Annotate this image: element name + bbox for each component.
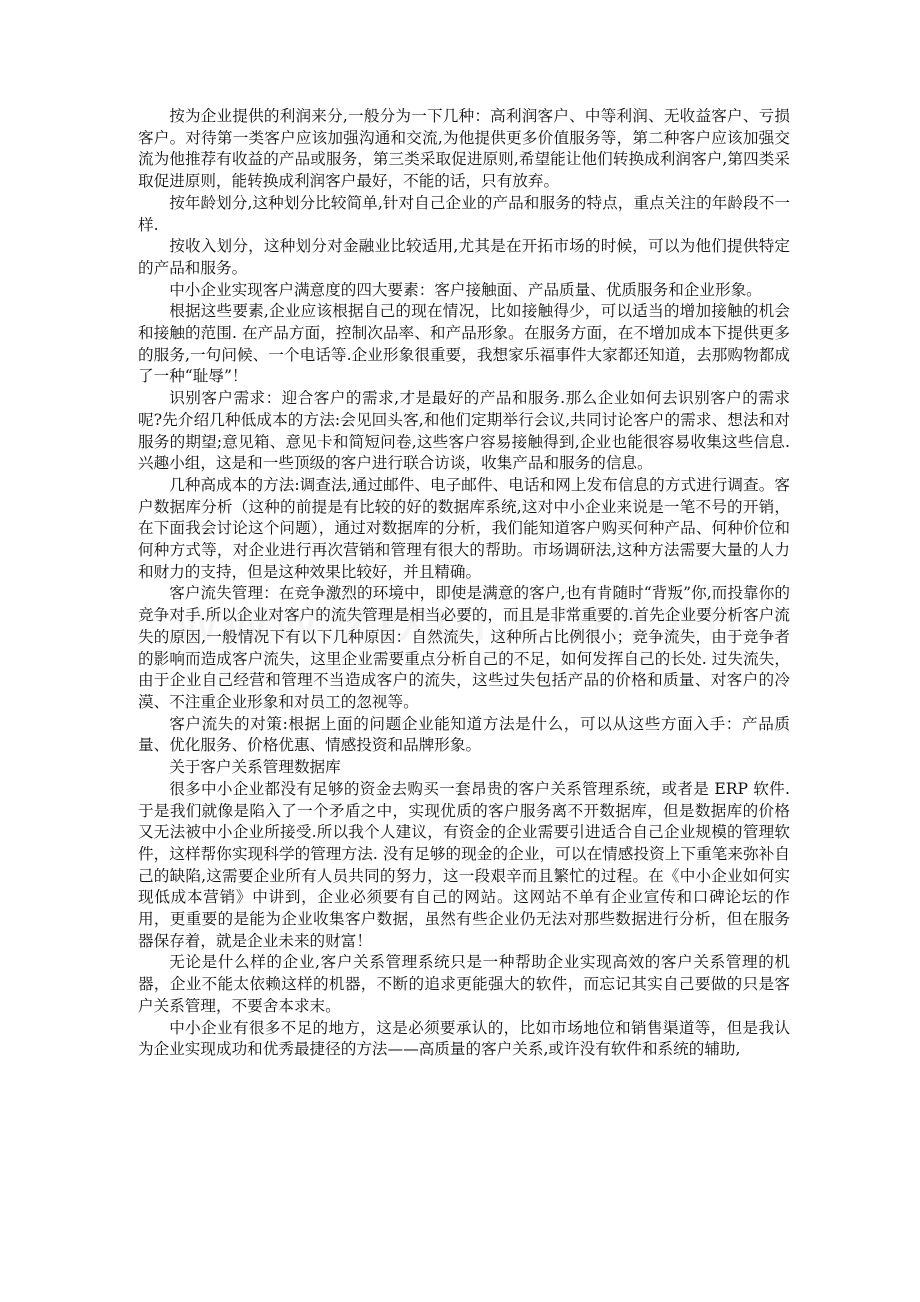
paragraph-crm-database: 很多中小企业都没有足够的资金去购买一套昂贵的客户关系管理系统，或者是 ERP 软件.于是我们就像是陷入了一个矛盾之中，实现优质的客户服务离不开数据库，但是数据库的价格又无法被中小企业所接受.所以我个人建议，有资金的企业需要引进适合自己企业规模的管理软件，这样帮你实现科学的管理方法. 没有足够的现金的企业，可以在情感投资上下重笔来弥补自己的缺陷,这需要企业所有人员共同的努力，这一段艰辛而且繁忙的过程。在《中小企业如何实现低成本营销》中讲到，企业必须要有自己的网站。这网站不单有企业宣传和口碑论坛的作用，更重要的是能为企业收集客户数据，虽然有些企业仍无法对那些数据进行分析，但在服务器保存着，就是企业未来的财富！ [138,779,790,950]
paragraph-factor-actions: 根据这些要素,企业应该根据自己的现在情况，比如接触得少，可以适当的增加接触的机会和接触的范围. 在产品方面，控制次品率、和产品形象。在服务方面，在不增加成本下提供更多的服务,一句问候、一个电话等.企业形象很重要，我想家乐福事件大家都还知道，去那购物都成了一种“耻辱”！ [138,302,790,386]
paragraph-high-cost-methods: 几种高成本的方法:调查法,通过邮件、电子邮件、电话和网上发布信息的方式进行调查。客户数据库分析（这种的前提是有比较的好的数据库系统,这对中小企业来说是一笔不号的开销，在下面我会讨论这个问题），通过对数据库的分析，我们能知道客户购买何种产品、何种价位和何种方式等，对企业进行再次营销和管理有很大的帮助。市场调研法,这种方法需要大量的人力和财力的支持，但是这种效果比较好，并且精确。 [138,475,790,581]
paragraph-profit-segmentation: 按为企业提供的利润来分,一般分为一下几种：高利润客户、中等利润、无收益客户、亏损客户。对待第一类客户应该加强沟通和交流,为他提供更多价值服务等，第二种客户应该加强交流为他推荐有收益的产品或服务，第三类采取促进原则,希望能让他们转换成利润客户,第四类采取促进原则，能转换成利润客户最好，不能的话，只有放弃。 [138,107,790,191]
paragraph-churn-management: 客户流失管理：在竞争激烈的环境中，即使是满意的客户,也有肯随时“背叛”你,而投靠你的竞争对手.所以企业对客户的流失管理是相当必要的，而且是非常重要的.首先企业要分析客户流失的原因,一般情况下有以下几种原因：自然流失，这种所占比例很小；竞争流失，由于竞争者的影响而造成客户流失，这里企业需要重点分析自己的不足，如何发挥自己的长处. 过失流失，由于企业自己经营和管理不当造成客户的流失，这些过失包括产品的价格和质量、对客户的冷漠、不注重企业形象和对员工的忽视等。 [138,584,790,711]
paragraph-satisfaction-factors: 中小企业实现客户满意度的四大要素：客户接触面、产品质量、优质服务和企业形象。 [169,280,762,299]
paragraph-identify-needs: 识别客户需求：迎合客户的需求,才是最好的产品和服务.那么企业如何去识别客户的需求呢?先介绍几种低成本的方法:会见回头客,和他们定期举行会议,共同讨论客户的需求、想法和对服务的期望;意见箱、意见卡和简短问卷,这些客户容易接触得到,企业也能很容易收集这些信息.兴趣小组，这是和一些顶级的客户进行联合访谈，收集产品和服务的信息。 [138,389,790,473]
paragraph-churn-countermeasures: 客户流失的对策:根据上面的问题企业能知道方法是什么，可以从这些方面入手：产品质量、优化服务、价格优惠、情感投资和品牌形象。 [138,714,790,755]
paragraph-age-segmentation: 按年龄划分,这种划分比较简单,针对自己企业的产品和服务的特点，重点关注的年龄段不一样. [138,193,790,234]
paragraph-sme-conclusion: 中小企业有很多不足的地方，这是必须要承认的，比如市场地位和销售渠道等，但是我认为企业实现成功和优秀最捷径的方法——高质量的客户关系,或许没有软件和系统的辅助, [138,1018,790,1059]
paragraph-crm-database-heading: 关于客户关系管理数据库 [169,758,341,777]
document-body [138,106,790,1061]
paragraph-income-segmentation: 按收入划分，这种划分对金融业比较适用,尤其是在开拓市场的时候，可以为他们提供特定的产品和服务。 [138,237,790,277]
paragraph-crm-tools: 无论是什么样的企业,客户关系管理系统只是一种帮助企业实现高效的客户关系管理的机器，企业不能太依赖这样的机器，不断的追求更能强大的软件，而忘记其实自己要做的只是客户关系管理，不要舍本求末。 [138,953,790,1015]
